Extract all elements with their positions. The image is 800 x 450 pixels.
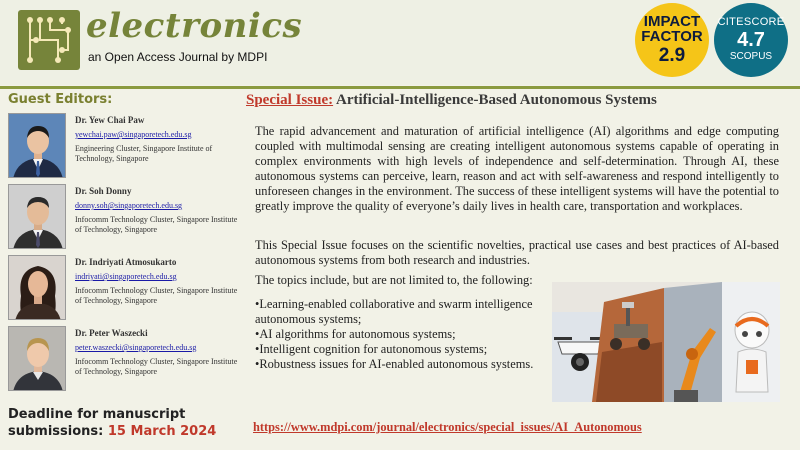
journal-name: electronics [86,6,303,46]
impact-factor-value: 2.9 [658,45,686,66]
topic-item: •Learning-enabled collaborative and swarm intelligence autonomous systems; [255,297,533,326]
deadline-line1: Deadline for manuscript [8,407,186,422]
citescore-badge [714,3,788,77]
editor-email-link[interactable]: peter.waszecki@singaporetech.edu.sg [75,343,197,352]
citescore-source: SCOPUS [729,51,773,62]
editor-affiliation: Infocomm Technology Cluster, Singapore Institute of Technology, Singapore [75,286,238,305]
editor-affiliation: Engineering Cluster, Singapore Institute of Technology, Singapore [75,144,213,163]
impact-factor-line2: FACTOR [641,28,703,45]
focus-paragraph: This Special Issue focuses on the scientific novelties, practical use cases and best practices of AI-based autonomous systems from both research and industries. [255,238,779,267]
editor-card [8,113,236,178]
journal-header [0,0,800,85]
editor-name: Dr. Soh Donny [75,186,132,196]
editor-photo-avatar [8,326,66,391]
special-issue-url-link[interactable]: https://www.mdpi.com/journal/electronics/special_issues/AI_Autonomous [253,420,642,434]
editor-card [8,326,236,391]
citescore-label: CITESCORE [717,16,785,28]
electronics-logo-icon [18,10,80,70]
deadline-label: submissions: [8,424,104,439]
editor-name: Dr. Indriyati Atmosukarto [75,257,177,267]
editor-email-link[interactable]: indriyati@singaporetech.edu.sg [75,272,177,281]
topics-list [255,297,545,372]
editor-card [8,255,236,320]
topics-intro: The topics include, but are not limited to, the following: [255,273,533,287]
deadline-line2 [8,423,216,440]
impact-factor-badge [635,3,709,77]
editor-name: Dr. Peter Waszecki [75,328,148,338]
header-divider [0,86,800,89]
editor-photo-avatar [8,184,66,249]
deadline-date: 15 March 2024 [107,424,217,439]
editor-affiliation: Infocomm Technology Cluster, Singapore Institute of Technology, Singapore [75,215,238,234]
citescore-value: 4.7 [737,29,765,51]
topic-item: •Intelligent cognition for autonomous systems; [255,342,488,356]
editor-photo-avatar [8,113,66,178]
impact-factor-line1: IMPACT [643,13,701,30]
editor-email-link[interactable]: donny.soh@singaporetech.edu.sg [75,201,183,210]
editor-photo-avatar [8,255,66,320]
topic-item: •Robustness issues for AI-enabled autonomous systems. [255,357,534,371]
topic-item: •AI algorithms for autonomous systems; [255,327,456,341]
editor-name: Dr. Yew Chai Paw [75,115,145,125]
editor-affiliation: Infocomm Technology Cluster, Singapore Institute of Technology, Singapore [75,357,238,376]
editor-card [8,184,236,249]
guest-editors-heading: Guest Editors: [8,92,113,107]
editor-email-link[interactable]: yewchai.paw@singaporetech.edu.sg [75,130,192,139]
special-issue-title: Artificial-Intelligence-Based Autonomous Systems [336,92,657,108]
robotics-collage-image [552,282,780,402]
special-issue-heading [246,92,657,109]
intro-paragraph: The rapid advancement and maturation of artificial intelligence (AI) algorithms and edge computing coupled with multimodal sensing are creating intelligent autonomous systems capable of operating in complex environments with high levels of independence and self-determination. Through AI, these autonomous systems can perceive, learn, reason and act with self-awareness and respond intelligently to unforeseen changes in the environment. The success of these intelligent systems will have the potential to greatly improve the quality of everyone’s daily lives in health care, transportation and workplaces. [255,124,779,213]
journal-subtitle: an Open Access Journal by MDPI [88,50,268,64]
submission-deadline [8,406,216,440]
special-issue-label: Special Issue: [246,92,334,108]
